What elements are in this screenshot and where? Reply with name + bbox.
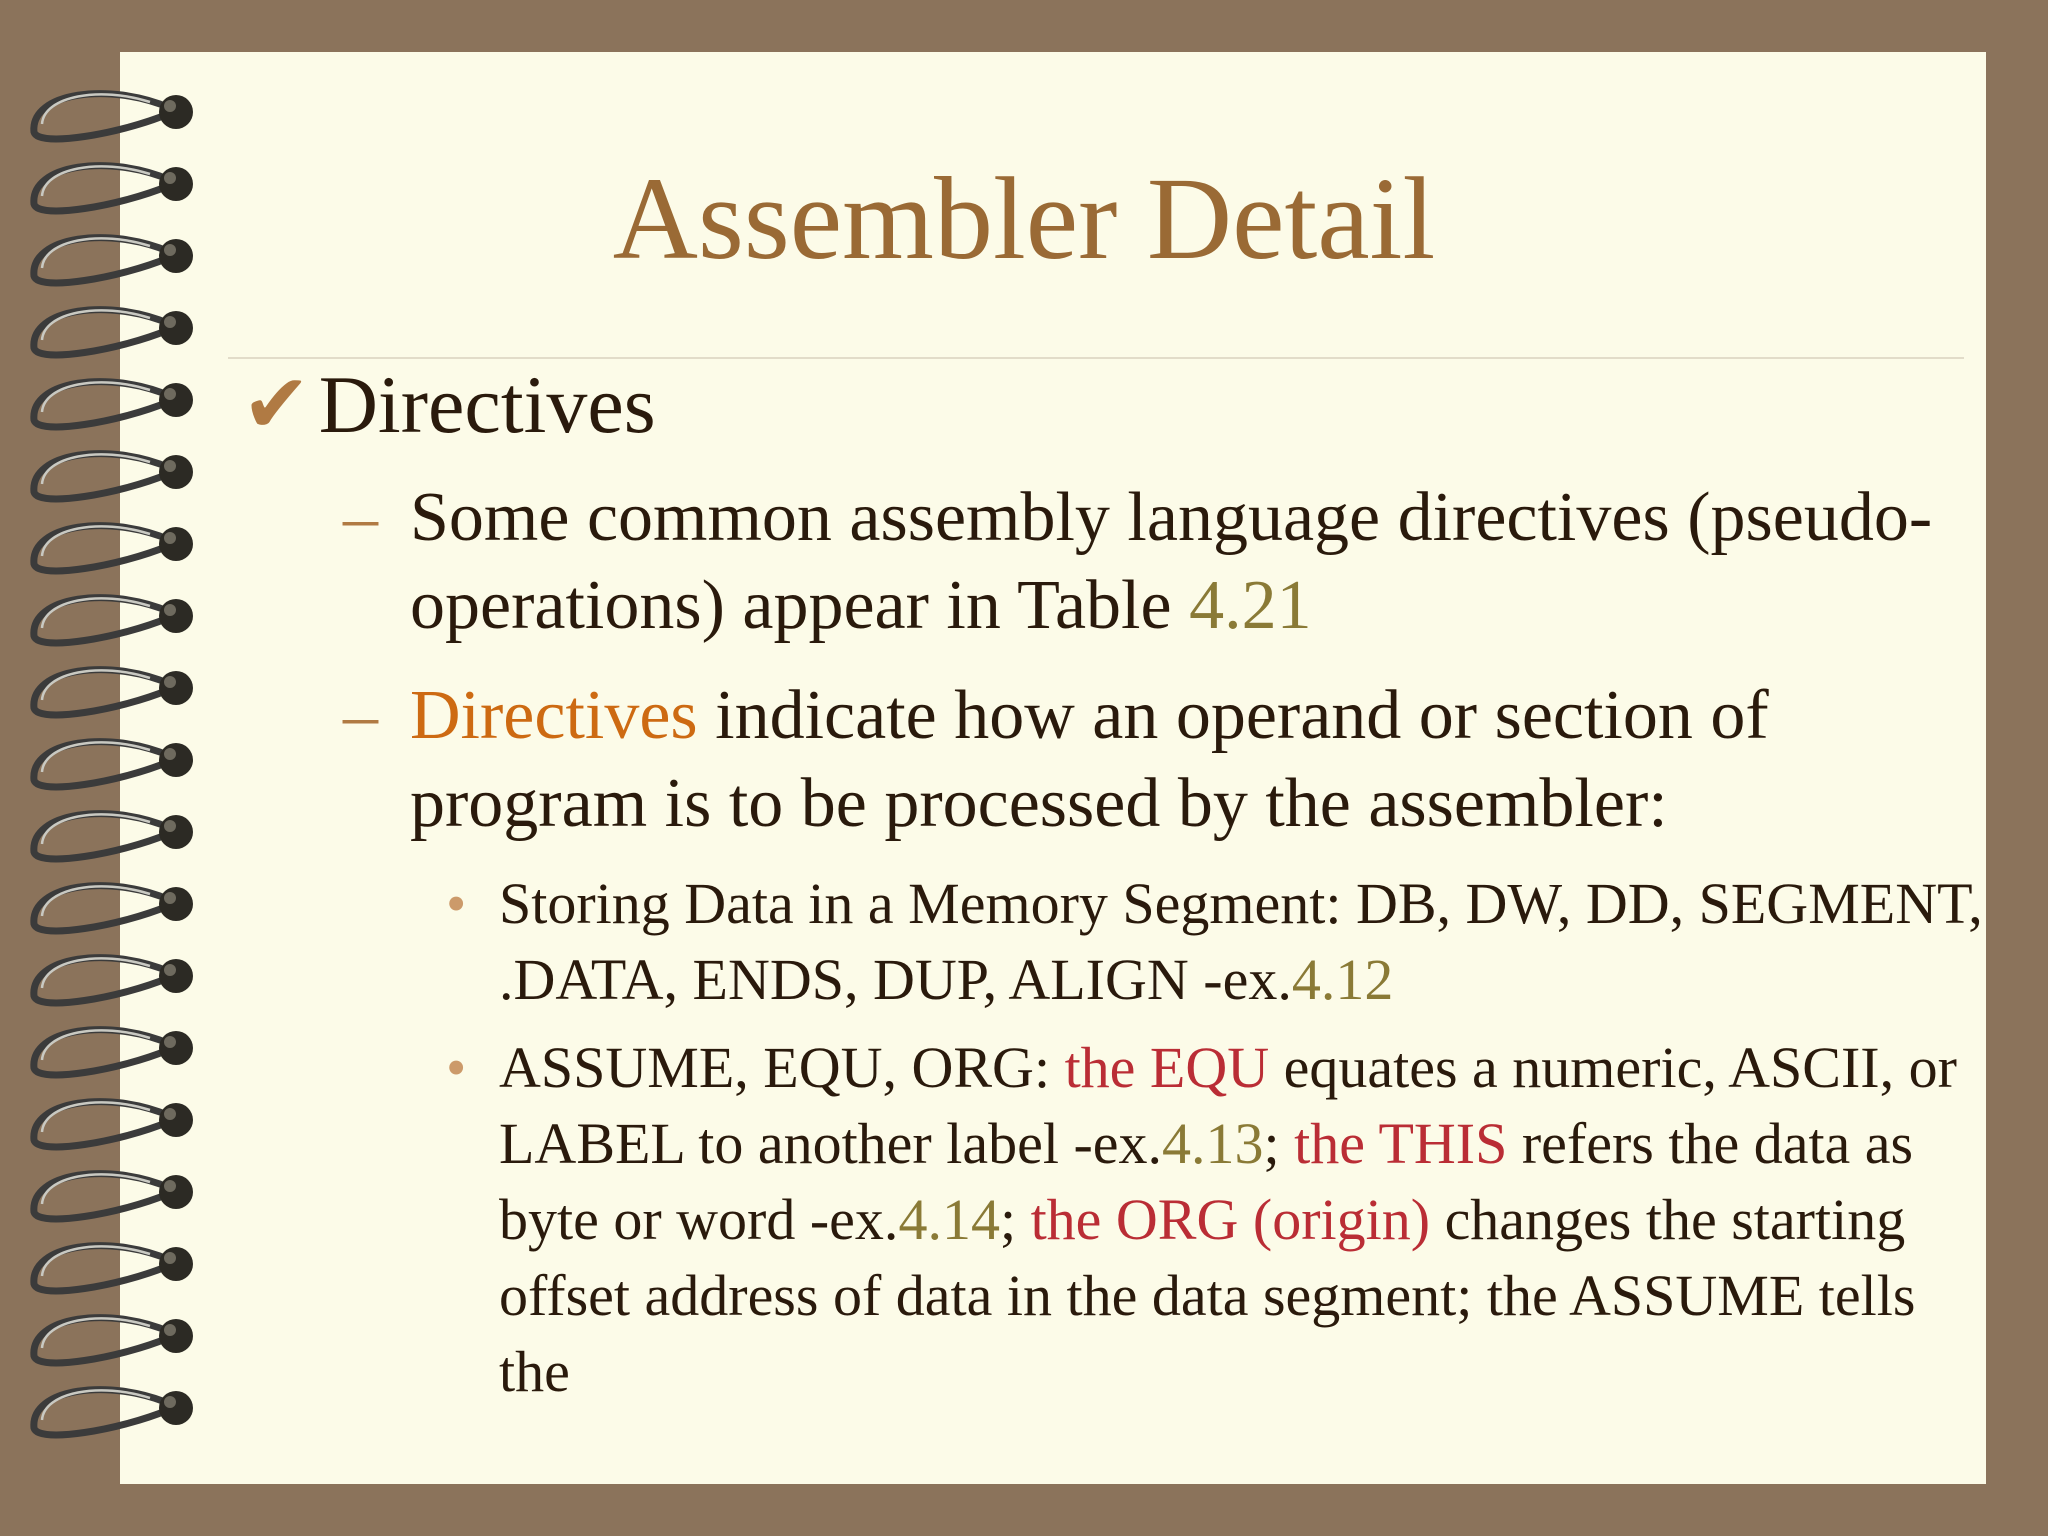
bullet-2-text: equates a numeric, ASCII, or LABEL to another label -ex. (499, 1035, 1957, 1176)
spiral-ring (34, 1174, 170, 1219)
bullet-item-2 (446, 1030, 1986, 1410)
example-reference: 4.14 (898, 1187, 1000, 1252)
binding-hole (159, 887, 193, 921)
heading-directives (242, 355, 656, 455)
bullet-2-text: changes the starting offset address of data in the data segment; the ASSUME tells the (499, 1187, 1916, 1404)
binding-hole (159, 959, 193, 993)
sub-item-2-text: indicate how an operand or section of program is to be processed by the assembler: (410, 677, 1769, 842)
spiral-ring (34, 1102, 170, 1147)
binding-hole (159, 815, 193, 849)
spiral-ring (34, 382, 170, 427)
spiral-ring (34, 454, 170, 499)
spiral-ring (34, 670, 170, 715)
sub-item-1-text: Some common assembly language directives (pseudo-operations) appear in Table (410, 479, 1933, 644)
bullet-2-text: refers the data as byte or word -ex. (499, 1111, 1914, 1252)
binding-hole-highlight (164, 1108, 176, 1120)
binding-hole (159, 311, 193, 345)
binding-hole-highlight (164, 1324, 176, 1336)
spiral-ring (34, 958, 170, 1003)
bullet-marker: • (446, 1035, 467, 1100)
binding-hole-highlight (164, 1036, 176, 1048)
binding-hole-highlight (164, 676, 176, 688)
example-reference: 4.13 (1162, 1111, 1264, 1176)
table-reference: 4.21 (1189, 567, 1312, 644)
bullet-2-text: ASSUME, EQU, ORG: (499, 1035, 1065, 1100)
bullet-1-text: Storing Data in a Memory Segment: DB, DW, DD, SEGMENT, .DATA, ENDS, DUP, ALIGN -ex. (499, 871, 1983, 1012)
checkmark-icon: ✔ (242, 359, 311, 450)
keyword-this: the THIS (1294, 1111, 1508, 1176)
spiral-ring (34, 1390, 170, 1435)
slide-title: Assembler Detail (612, 153, 1436, 284)
spiral-ring (34, 94, 170, 139)
spiral-ring (34, 598, 170, 643)
binding-hole (159, 1103, 193, 1137)
bullet-2-text: ; (1263, 1111, 1295, 1176)
binding-hole (159, 95, 193, 129)
binding-hole-highlight (164, 532, 176, 544)
spiral-ring (34, 526, 170, 571)
dash-marker: – (343, 677, 378, 754)
binding-hole-highlight (164, 820, 176, 832)
directives-highlight: Directives (410, 677, 698, 754)
binding-hole (159, 527, 193, 561)
bullet-2-text: ; (999, 1187, 1031, 1252)
spiral-ring (34, 1030, 170, 1075)
spiral-ring (34, 310, 170, 355)
binding-hole (159, 671, 193, 705)
binding-hole-highlight (164, 748, 176, 760)
sub-item-1 (343, 474, 1983, 650)
binding-hole (159, 1319, 193, 1353)
binding-hole (159, 1391, 193, 1425)
bullet-item-1 (446, 866, 1986, 1018)
binding-hole-highlight (164, 460, 176, 472)
example-reference: 4.12 (1291, 947, 1394, 1012)
binding-hole (159, 1175, 193, 1209)
binding-hole-highlight (164, 892, 176, 904)
binding-hole-highlight (164, 1180, 176, 1192)
binding-hole-highlight (164, 316, 176, 328)
heading-text: Directives (318, 359, 656, 450)
binding-hole-highlight (164, 964, 176, 976)
bullet-marker: • (446, 871, 467, 936)
spiral-ring (34, 1246, 170, 1291)
binding-hole (159, 743, 193, 777)
binding-hole-highlight (164, 1396, 176, 1408)
binding-hole-highlight (164, 1252, 176, 1264)
spiral-ring (34, 1318, 170, 1363)
keyword-equ: the EQU (1064, 1035, 1270, 1100)
dash-marker: – (343, 479, 378, 556)
binding-hole (159, 1247, 193, 1281)
sub-item-2 (343, 672, 1983, 848)
binding-hole-highlight (164, 604, 176, 616)
binding-hole (159, 455, 193, 489)
binding-hole (159, 1031, 193, 1065)
spiral-ring (34, 814, 170, 859)
binding-hole (159, 383, 193, 417)
keyword-org: the ORG (origin) (1030, 1187, 1431, 1252)
binding-hole-highlight (164, 388, 176, 400)
binding-hole-highlight (164, 100, 176, 112)
spiral-ring (34, 742, 170, 787)
spiral-ring (34, 886, 170, 931)
binding-hole (159, 599, 193, 633)
